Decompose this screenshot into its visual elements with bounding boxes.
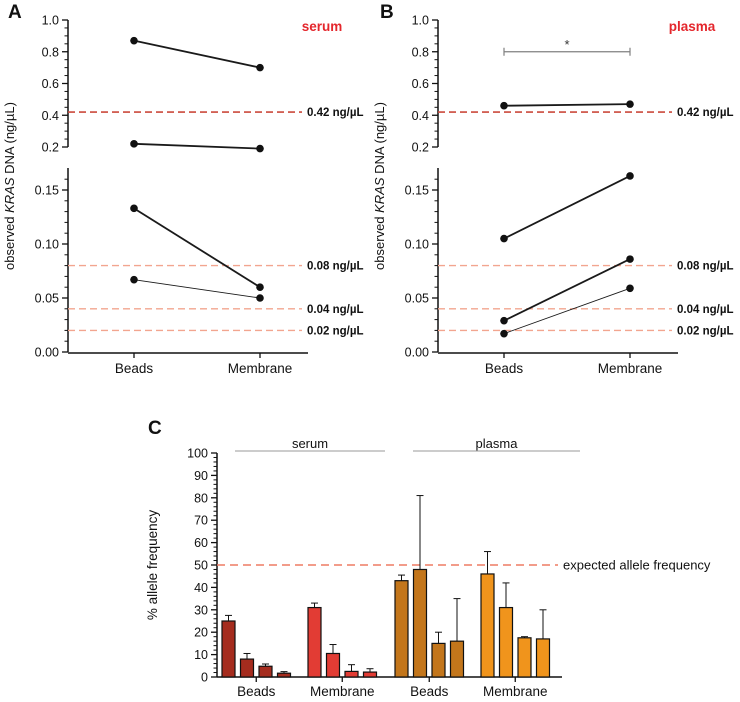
data-point: [500, 235, 508, 243]
data-point: [256, 294, 264, 302]
bar: [308, 608, 321, 677]
y-tick-label: 0.05: [404, 291, 429, 306]
y-axis-title: observed KRAS DNA (ng/µL): [2, 102, 17, 270]
data-point: [626, 100, 634, 108]
y-tick-label: 30: [194, 603, 208, 618]
threshold-label: 0.42 ng/µL: [307, 107, 364, 120]
bar: [259, 666, 272, 677]
threshold-label: 0.42 ng/µL: [677, 107, 734, 120]
series-line: [134, 41, 260, 68]
series-line: [134, 208, 260, 287]
y-tick-label: 0.8: [41, 45, 59, 60]
series-line: [504, 104, 630, 106]
data-point: [130, 276, 138, 284]
y-tick-label: 0.2: [411, 140, 429, 155]
bar: [537, 639, 550, 677]
y-tick-label: 70: [194, 513, 208, 528]
series-line: [504, 176, 630, 239]
y-axis-title: % allele frequency: [145, 509, 160, 621]
bar: [414, 569, 427, 677]
y-tick-label: 20: [194, 625, 208, 640]
y-tick-label: 1.0: [41, 13, 59, 28]
panel-a-letter: A: [8, 2, 22, 23]
panel-c-chart: [130, 420, 740, 702]
panel-a-chart: [0, 0, 370, 410]
y-tick-label: 10: [194, 648, 208, 663]
data-point: [130, 205, 138, 213]
y-tick-label: 100: [187, 446, 208, 461]
bar: [364, 672, 377, 677]
category-label: Beads: [114, 361, 154, 376]
y-tick-label: 0.6: [411, 77, 429, 91]
y-tick-label: 0: [201, 670, 208, 685]
y-tick-label: 0.10: [404, 237, 429, 252]
panel-b-letter: B: [380, 2, 394, 23]
data-point: [626, 172, 634, 180]
panel-title: plasma: [668, 19, 716, 34]
y-tick-label: 0.6: [41, 77, 59, 91]
threshold-label: 0.08 ng/µL: [307, 260, 364, 273]
y-tick-label: 90: [194, 468, 208, 483]
y-tick-label: 0.4: [41, 108, 59, 123]
y-tick-label: 40: [194, 580, 208, 595]
panel-c-letter: C: [148, 418, 162, 439]
data-point: [130, 140, 138, 148]
bar: [500, 608, 513, 677]
category-label: Beads: [484, 361, 524, 376]
y-tick-label: 0.10: [34, 237, 59, 252]
bar: [241, 659, 254, 677]
y-tick-label: 0.4: [411, 108, 429, 123]
y-tick-label: 60: [194, 536, 208, 551]
data-point: [130, 37, 138, 45]
series-line: [134, 280, 260, 298]
bar: [481, 574, 494, 677]
category-label: Membrane: [482, 684, 548, 699]
category-label: Membrane: [227, 361, 293, 376]
section-label: plasma: [475, 436, 518, 451]
series-line: [134, 144, 260, 149]
threshold-label: 0.02 ng/µL: [677, 325, 734, 338]
bar: [222, 621, 235, 677]
data-point: [626, 255, 634, 263]
data-point: [500, 317, 508, 325]
panel-title: serum: [301, 19, 343, 34]
bar: [345, 671, 358, 677]
category-label: Membrane: [309, 684, 375, 699]
threshold-label: 0.08 ng/µL: [677, 260, 734, 273]
data-point: [500, 102, 508, 110]
bar: [327, 653, 340, 677]
y-tick-label: 0.05: [34, 291, 59, 306]
section-label: serum: [291, 436, 329, 451]
y-tick-label: 1.0: [411, 13, 429, 28]
category-label: Membrane: [597, 361, 663, 376]
category-label: Beads: [410, 684, 449, 699]
y-tick-label: 0.00: [34, 345, 59, 360]
data-point: [256, 145, 264, 153]
threshold-label: 0.04 ng/µL: [307, 303, 364, 316]
y-tick-label: 50: [194, 558, 208, 573]
y-tick-label: 80: [194, 491, 208, 506]
data-point: [626, 284, 634, 292]
y-tick-label: 0.15: [34, 183, 59, 198]
series-line: [504, 259, 630, 321]
bar: [278, 673, 291, 677]
y-axis-title: observed KRAS DNA (ng/µL): [372, 102, 387, 270]
data-point: [256, 64, 264, 72]
data-point: [256, 283, 264, 291]
bar: [395, 581, 408, 677]
threshold-label: 0.04 ng/µL: [677, 303, 734, 316]
reference-line-label: expected allele frequency: [563, 557, 711, 573]
bar: [518, 638, 531, 677]
bar: [432, 643, 445, 677]
significance-asterisk: *: [564, 36, 570, 52]
bar: [451, 641, 464, 677]
data-point: [500, 330, 508, 338]
category-label: Beads: [237, 684, 276, 699]
y-tick-label: 0.00: [404, 345, 429, 360]
y-tick-label: 0.15: [404, 183, 429, 198]
y-tick-label: 0.2: [41, 140, 59, 155]
y-tick-label: 0.8: [411, 45, 429, 60]
panel-b-chart: [370, 0, 740, 410]
threshold-label: 0.02 ng/µL: [307, 325, 364, 338]
